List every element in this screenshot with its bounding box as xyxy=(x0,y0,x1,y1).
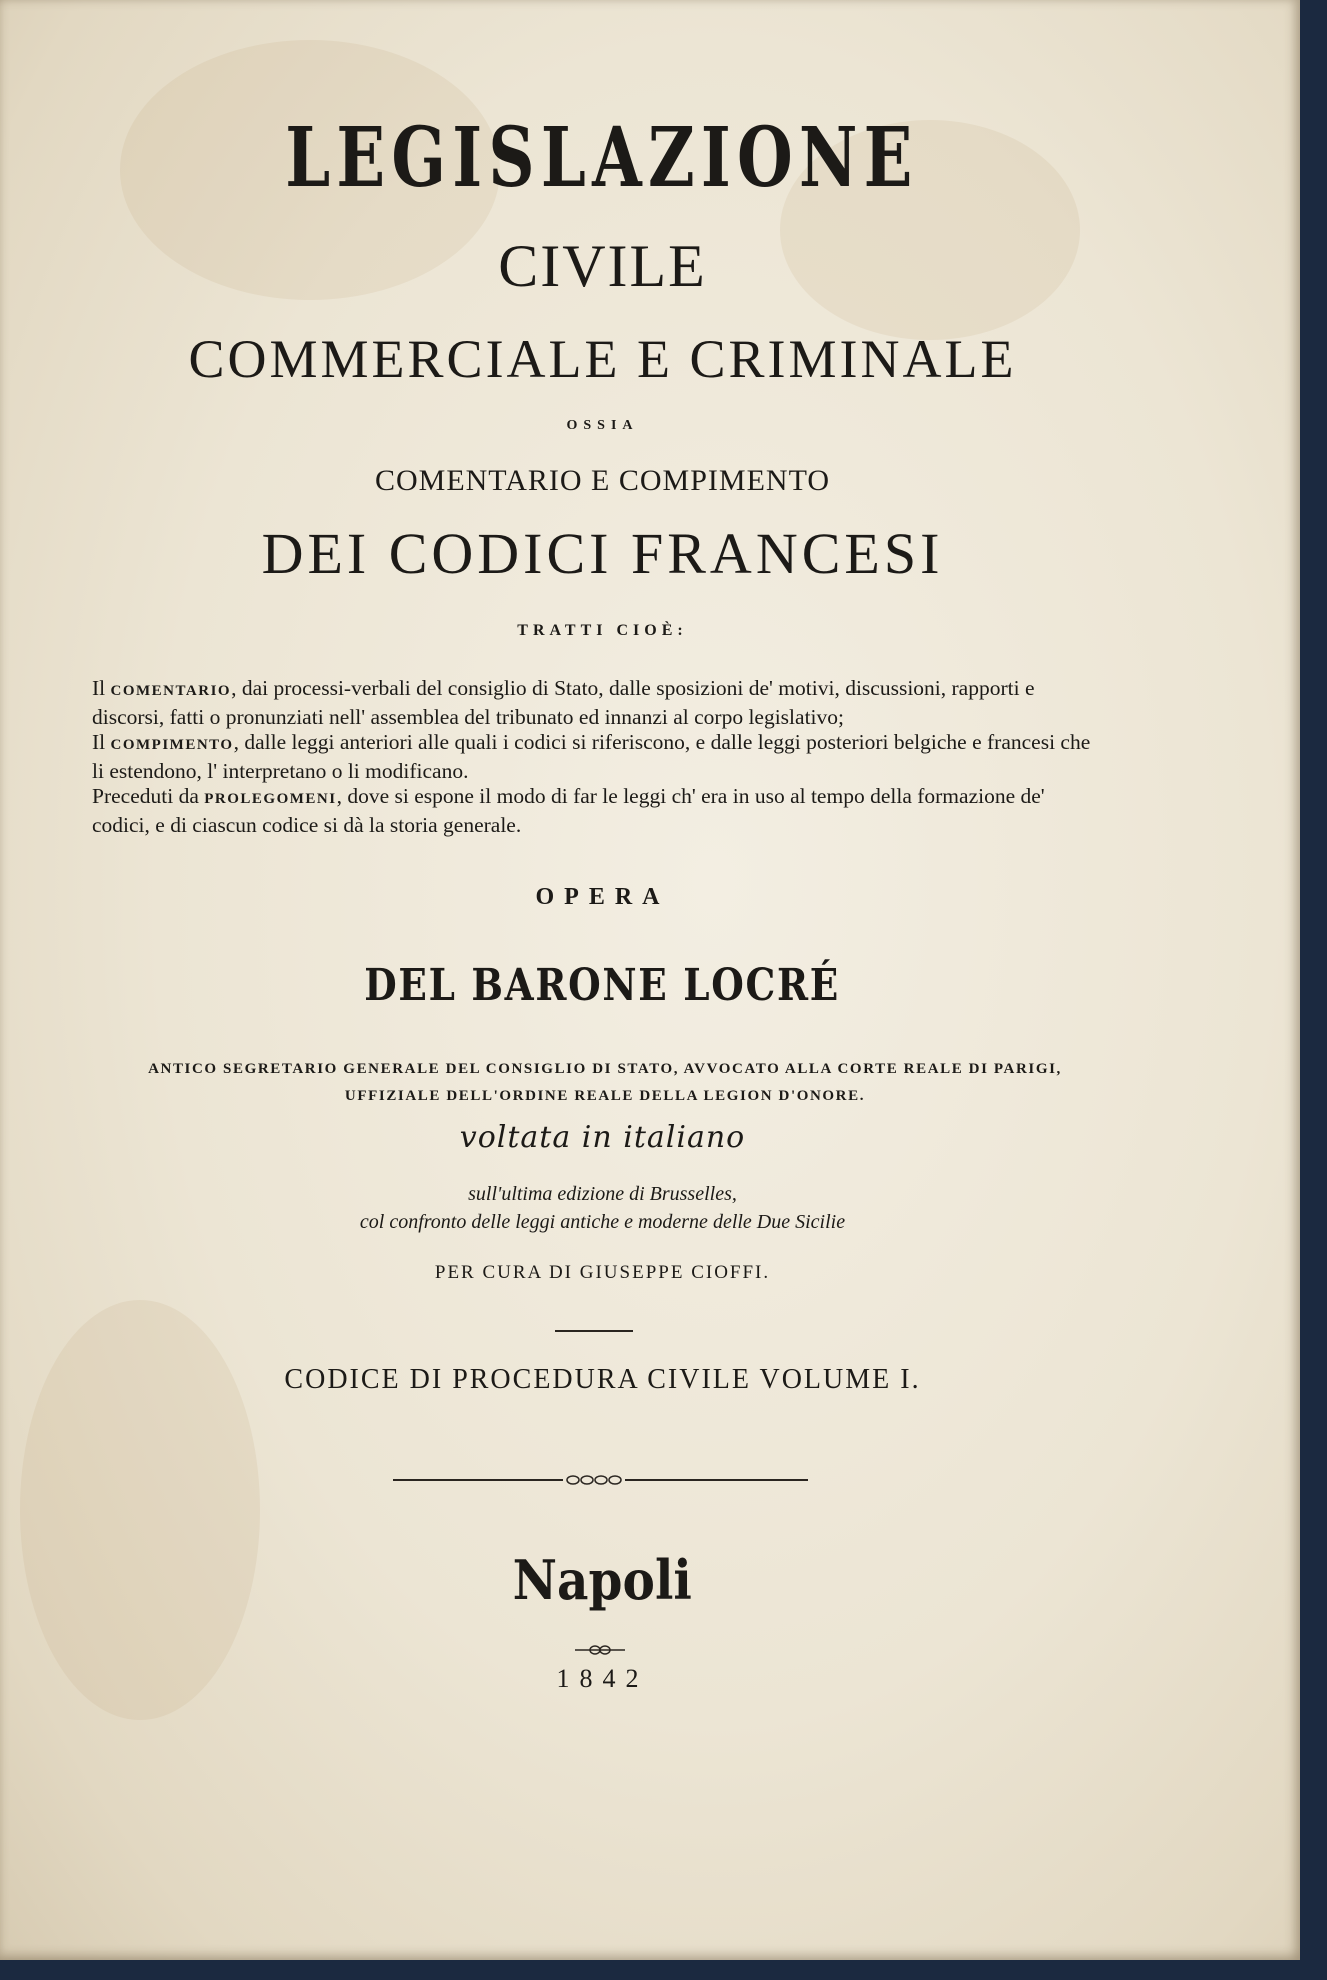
title-civile: CIVILE xyxy=(498,233,707,299)
edition-line-2: col confronto delle leggi antiche e moderne delle Due Sicilie xyxy=(359,1211,846,1233)
short-rule-divider xyxy=(555,1330,633,1332)
edition-note xyxy=(0,1180,1205,1236)
edition-line-1: sull'ultima edizione di Brusselles, xyxy=(468,1183,737,1205)
codici-francesi-line: DEI CODICI FRANCESI xyxy=(261,521,944,586)
small-ornament-divider xyxy=(575,1644,625,1656)
title-legislazione: LEGISLAZIONE xyxy=(285,110,919,206)
publication-year: 1842 xyxy=(556,1664,649,1693)
curator-line: PER CURA DI GIUSEPPE CIOFFI. xyxy=(434,1262,771,1283)
comentario-line: COMENTARIO E COMPIMENTO xyxy=(374,464,831,497)
publication-city: Napoli xyxy=(512,1548,692,1612)
description-paragraph-prolegomeni: Preceduti da PROLEGOMENI, dove si espone il modo di far le leggi ch' era in uso al tempo della formazione de' codici, e di ciascun codice si dà la storia generale. xyxy=(92,784,1045,837)
ossia-line: OSSIA xyxy=(566,418,639,433)
description-paragraph-compimento: Il COMPIMENTO, dalle leggi anteriori alle quali i codici si riferiscono, e dalle leggi posteriori belgiche e francesi che li estendono, l' interpretano o li modificano. xyxy=(92,730,1091,783)
title-commerciale-criminale: COMMERCIALE E CRIMINALE xyxy=(188,329,1017,389)
description-block xyxy=(92,676,1102,838)
author-titles: ANTICO SEGRETARIO GENERALE DEL CONSIGLIO DI STATO, AVVOCATO ALLA CORTE REALE DI PARIGI, UFFIZIALE DELL'ORDINE REALE DELLA LEGION D'ONORE. xyxy=(148,1061,1062,1104)
paper-stain xyxy=(20,1300,260,1720)
author-name: DEL BARONE LOCRÉ xyxy=(364,960,840,1011)
tratti-line: TRATTI CIOÈ: xyxy=(517,622,688,639)
translation-line: voltata in italiano xyxy=(459,1120,746,1155)
volume-line: CODICE DI PROCEDURA CIVILE VOLUME I. xyxy=(284,1364,921,1395)
opera-line: OPERA xyxy=(535,884,670,910)
ornamental-rule-divider xyxy=(393,1474,808,1486)
description-paragraph-comentario: Il COMENTARIO, dai processi-verbali del consiglio di Stato, dalle sposizioni de' motivi, discussioni, rapporti e discorsi, fatti o pronunziati nell' assemblea del tribunato ed innanzi al corpo legislativo; xyxy=(92,676,1035,729)
